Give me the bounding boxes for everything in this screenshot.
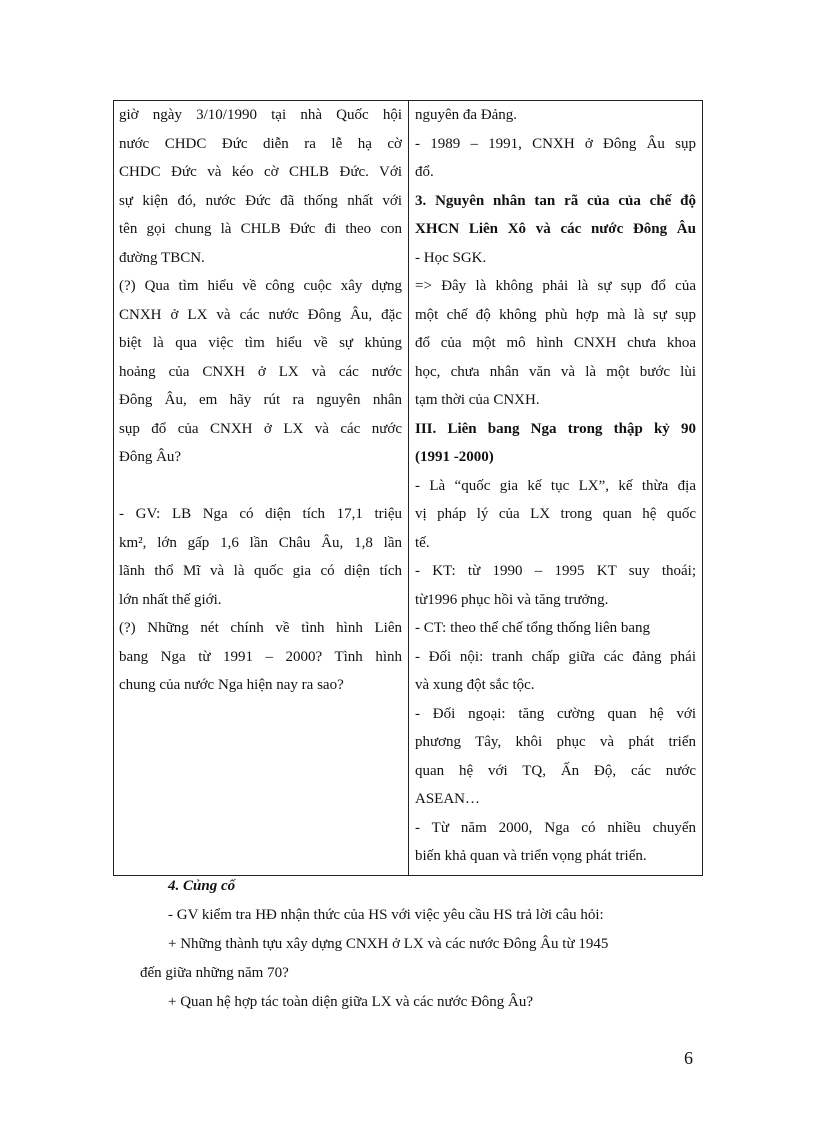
consolidation-line: + Quan hệ hợp tác toàn diện giữa LX và các nước Đông Âu? bbox=[168, 994, 534, 1010]
text-line: hoảng của CNXH ở LX và các nước bbox=[119, 363, 402, 380]
text-line: - CT: theo thể chế tổng thống liên bang bbox=[415, 620, 651, 636]
text-line: nước CHDC Đức diễn ra lễ hạ cờ bbox=[119, 135, 402, 152]
text-line: sự kiện đó, nước Đức đã thống nhất với bbox=[119, 192, 402, 209]
text-line: - Đối ngoại: tăng cường quan hệ với bbox=[415, 705, 696, 722]
consolidation-line: - GV kiểm tra HĐ nhận thức của HS với việc yêu cầu HS trả lời câu hỏi: bbox=[168, 907, 604, 923]
text-line: đổ của một mô hình CNXH chưa khoa bbox=[415, 335, 696, 351]
text-line: ASEAN… bbox=[415, 791, 481, 807]
text-line: - GV: LB Nga có diện tích 17,1 triệu bbox=[119, 506, 402, 522]
consolidation-line: + Những thành tựu xây dựng CNXH ở LX và các nước Đông Âu từ 1945 bbox=[168, 936, 609, 952]
text-line: - KT: từ 1990 – 1995 KT suy thoái; bbox=[415, 563, 696, 579]
text-line bbox=[119, 472, 402, 501]
text-line: (?) Qua tìm hiểu về công cuộc xây dựng bbox=[119, 278, 402, 294]
text-line: III. Liên bang Nga trong thập kỷ 90 bbox=[415, 420, 696, 437]
text-line: biến khả quan và triển vọng phát triển. bbox=[415, 848, 647, 864]
text-line: đường TBCN. bbox=[119, 249, 205, 266]
consolidation-section bbox=[140, 872, 700, 1017]
section-heading: 4. Củng cố bbox=[168, 878, 236, 894]
text-line: bang Nga từ 1991 – 2000? Tình hình bbox=[119, 648, 402, 665]
text-line: CHDC Đức và kéo cờ CHLB Đức. Với bbox=[119, 164, 402, 180]
text-line: (?) Những nét chính về tình hình Liên bbox=[119, 620, 402, 636]
text-line: một chế độ không phù hợp mà là sự sụp bbox=[415, 306, 696, 323]
text-line: 3. Nguyên nhân tan rã của của chế độ bbox=[415, 192, 696, 209]
text-line: Đông Âu, em hãy rút ra nguyên nhân bbox=[119, 392, 402, 408]
text-line: quan hệ với TQ, Ấn Độ, các nước bbox=[415, 762, 696, 779]
text-line: biệt là qua việc tìm hiểu về sự khủng bbox=[119, 335, 402, 351]
consolidation-lines bbox=[140, 901, 700, 1017]
teacher-activity-column bbox=[114, 101, 409, 875]
text-line: tên gọi chung là CHLB Đức đi theo con bbox=[119, 221, 402, 237]
text-line: => Đây là không phải là sự sụp đổ của bbox=[415, 278, 696, 294]
text-line: phương Tây, khôi phục và phát triển bbox=[415, 734, 696, 750]
text-line: lãnh thổ Mĩ và là quốc gia có diện tích bbox=[119, 563, 402, 579]
text-line: - Là “quốc gia kế tục LX”, kế thừa địa bbox=[415, 477, 696, 494]
text-line: và xung đột sắc tộc. bbox=[415, 677, 535, 693]
text-line: - 1989 – 1991, CNXH ở Đông Âu sụp bbox=[415, 135, 696, 152]
page-number: 6 bbox=[684, 1048, 693, 1068]
text-line: - Đối nội: tranh chấp giữa các đảng phái bbox=[415, 648, 696, 665]
text-line: giờ ngày 3/10/1990 tại nhà Quốc hội bbox=[119, 107, 402, 123]
text-line: - Từ năm 2000, Nga có nhiều chuyển bbox=[415, 819, 696, 836]
text-line: học, chưa nhân văn và là một bước lùi bbox=[415, 363, 696, 380]
text-line: nguyên đa Đảng. bbox=[415, 107, 518, 123]
text-line: đổ. bbox=[415, 164, 434, 180]
text-line: - Học SGK. bbox=[415, 249, 487, 266]
text-line: vị pháp lý của LX trong quan hệ quốc bbox=[415, 506, 696, 522]
consolidation-line: đến giữa những năm 70? bbox=[140, 965, 289, 981]
text-line: sụp đổ của CNXH ở LX và các nước bbox=[119, 420, 402, 437]
text-line: chung của nước Nga hiện nay ra sao? bbox=[119, 677, 344, 693]
text-line: CNXH ở LX và các nước Đông Âu, đặc bbox=[119, 306, 402, 323]
text-line: tạm thời của CNXH. bbox=[415, 392, 540, 408]
text-line: XHCN Liên Xô và các nước Đông Âu bbox=[415, 221, 696, 237]
text-line: (1991 -2000) bbox=[415, 449, 494, 465]
text-line: Đông Âu? bbox=[119, 449, 182, 465]
content-table bbox=[113, 100, 703, 876]
text-line: lớn nhất thế giới. bbox=[119, 591, 222, 608]
text-line: tế. bbox=[415, 534, 430, 551]
key-content-column bbox=[409, 101, 702, 875]
text-line: từ1996 phục hồi và tăng trưởng. bbox=[415, 591, 609, 608]
text-line: km², lớn gấp 1,6 lần Châu Âu, 1,8 lần bbox=[119, 534, 402, 551]
